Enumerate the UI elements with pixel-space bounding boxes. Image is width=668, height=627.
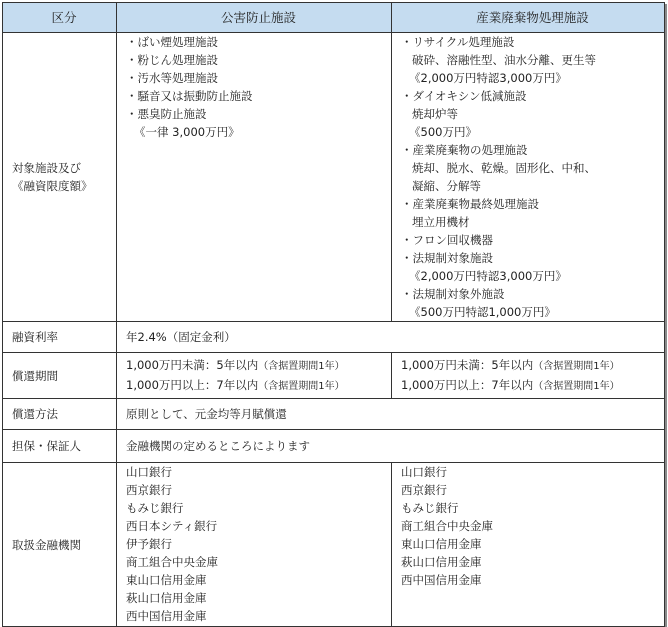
bank-item: もみじ銀行 [401, 501, 459, 515]
period-main: 1,000万円以上：7年以内 [126, 377, 259, 392]
list-item: ・法規制対象施設 [401, 251, 493, 265]
list-item: ・騒音又は振動防止施設 [126, 89, 253, 103]
list-item: ・産業廃棄物の処理施設 [401, 143, 528, 157]
interest-rate-value: 年2.4%（固定金利） [117, 322, 665, 353]
bank-item: 西中国信用金庫 [126, 609, 207, 623]
waste-repayment-period [392, 353, 665, 399]
period-main: 1,000万円以上：7年以内 [401, 377, 534, 392]
bank-item: 西京銀行 [126, 483, 172, 497]
bank-item: 萩山口信用金庫 [401, 555, 482, 569]
list-item: ・産業廃棄物最終処理施設 [401, 197, 539, 211]
table-row-repayment-method [3, 399, 665, 430]
loan-limit: 《2,000万円特認3,000万円》 [409, 71, 567, 85]
list-item-detail: 焼却炉等 [412, 107, 458, 121]
table-row-interest-rate [3, 322, 665, 353]
header-industrial-waste-facilities: 産業廃棄物処理施設 [392, 3, 665, 33]
period-main: 1,000万円未満：5年以内 [401, 357, 534, 372]
pollution-repayment-period [117, 353, 392, 399]
list-item-detail: 埋立用機材 [412, 215, 470, 229]
list-item: ・悪臭防止施設 [126, 107, 207, 121]
loan-limit: 《一律 3,000万円》 [134, 125, 240, 139]
row-label-repayment-period: 償還期間 [3, 353, 117, 399]
pollution-target-list [117, 33, 392, 322]
waste-target-list [392, 33, 665, 322]
list-item-detail: 破砕、溶融性型、油水分離、更生等 [412, 53, 596, 67]
period-main: 1,000万円未満：5年以内 [126, 357, 259, 372]
table-row-repayment-period [3, 353, 665, 399]
table-row-financial-institutions [3, 463, 665, 627]
label-line: 対象施設及び [12, 161, 81, 175]
loan-limit: 《500万円特認1,000万円》 [409, 305, 556, 319]
table-row-target-facilities [3, 33, 665, 322]
bank-item: 西日本シティ銀行 [126, 519, 218, 533]
list-item-detail: 凝縮、分解等 [412, 179, 481, 193]
bank-item: 東山口信用金庫 [401, 537, 482, 551]
list-item: ・ダイオキシン低減施設 [401, 89, 527, 103]
label-line: 《融資限度額》 [12, 179, 93, 193]
repayment-method-value: 原則として、元金均等月賦償還 [117, 399, 665, 430]
bank-item: 商工組合中央金庫 [126, 555, 218, 569]
collateral-guarantor-value: 金融機関の定めるところによります [117, 430, 665, 463]
table-header-row [3, 3, 665, 33]
bank-item: 山口銀行 [401, 465, 447, 479]
bank-item: 西京銀行 [401, 483, 447, 497]
row-label-financial-institutions: 取扱金融機関 [3, 463, 117, 627]
loan-limit: 《500万円》 [409, 125, 477, 139]
list-item: ・フロン回収機器 [401, 233, 493, 247]
table-row-collateral-guarantor [3, 430, 665, 463]
list-item: ・法規制対象外施設 [401, 287, 505, 301]
period-line [401, 376, 664, 396]
period-line [401, 356, 664, 376]
period-note: （含据置期間1年） [258, 360, 345, 372]
header-category: 区分 [3, 3, 117, 33]
list-item: ・粉じん処理施設 [126, 53, 218, 67]
row-label-target-facilities [3, 33, 117, 322]
bank-item: 伊予銀行 [126, 537, 172, 551]
bank-item: もみじ銀行 [126, 501, 184, 515]
bank-item: 山口銀行 [126, 465, 172, 479]
bank-item: 萩山口信用金庫 [126, 591, 207, 605]
list-item: ・リサイクル処理施設 [401, 35, 515, 49]
period-line [126, 376, 391, 396]
header-pollution-facilities: 公害防止施設 [117, 3, 392, 33]
period-note: （含据置期間1年） [258, 380, 345, 392]
period-line [126, 356, 391, 376]
waste-bank-list [392, 463, 665, 627]
pollution-bank-list [117, 463, 392, 627]
period-note: （含据置期間1年） [533, 380, 620, 392]
list-item: ・汚水等処理施設 [126, 71, 218, 85]
list-item: ・ばい煙処理施設 [126, 35, 218, 49]
list-item-detail: 焼却、脱水、乾燥。固形化、中和、 [412, 161, 596, 175]
row-label-repayment-method: 償還方法 [3, 399, 117, 430]
loan-conditions-table [2, 2, 665, 627]
bank-item: 西中国信用金庫 [401, 573, 482, 587]
bank-item: 商工組合中央金庫 [401, 519, 493, 533]
row-label-collateral-guarantor: 担保・保証人 [3, 430, 117, 463]
row-label-interest-rate: 融資利率 [3, 322, 117, 353]
bank-item: 東山口信用金庫 [126, 573, 207, 587]
loan-limit: 《2,000万円特認3,000万円》 [409, 269, 567, 283]
period-note: （含据置期間1年） [533, 360, 620, 372]
